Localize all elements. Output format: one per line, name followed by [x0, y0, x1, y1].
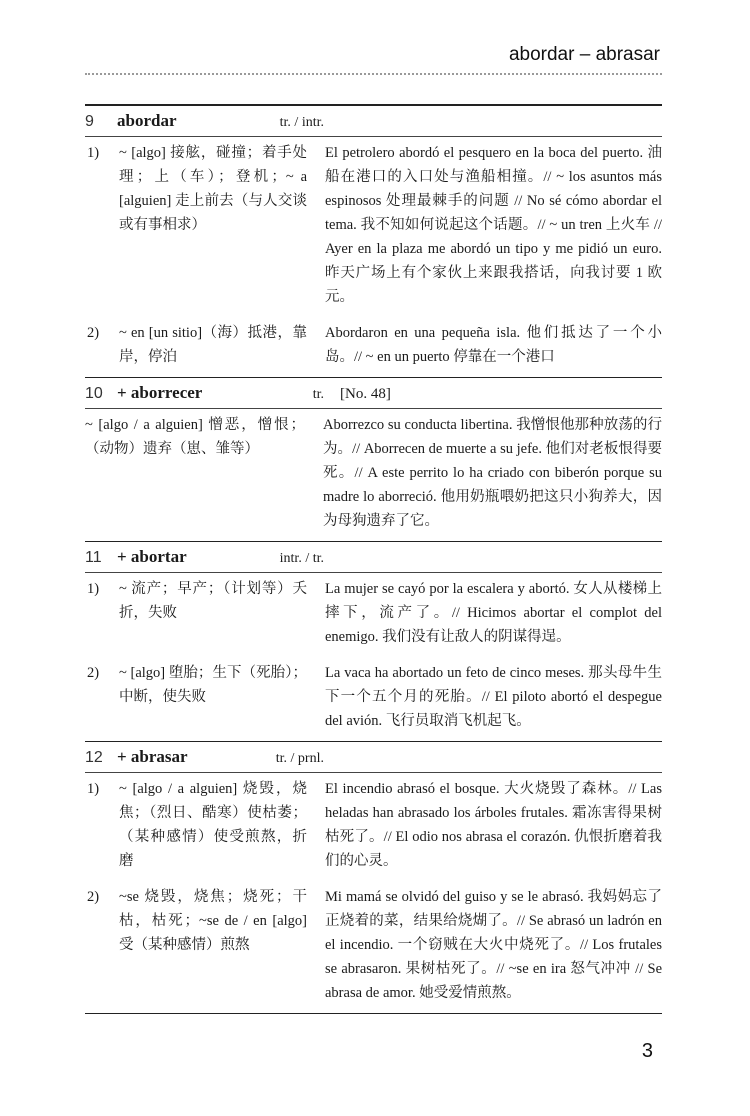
sense-number: 2) — [87, 889, 100, 905]
dictionary-entries — [85, 106, 662, 1014]
entry-number: 12 — [85, 749, 103, 766]
entry-body — [85, 572, 662, 741]
sense-definition: ~ [algo] 堕胎；生下（死胎）；中断，使失败 — [119, 665, 307, 705]
sense — [85, 413, 662, 533]
grammar-label: tr. — [312, 387, 324, 402]
header-dotted-rule — [85, 73, 662, 75]
entry-head — [85, 542, 662, 572]
entry-body — [85, 136, 662, 377]
entry-abordar — [85, 106, 662, 378]
sense-examples: El incendio abrasó el bosque. 大火烧毁了森林。// Las heladas han abrasado los árboles frutales. 霜冻害得果树枯死了。// El odio nos abrasa el corazón. 仇恨折磨着我们的心灵。 — [325, 781, 662, 869]
sense-number: 1) — [87, 781, 100, 797]
cross-reference: [No. 48] — [340, 386, 391, 402]
entry-head — [85, 106, 662, 136]
sense-number: 2) — [87, 665, 100, 681]
sense — [85, 885, 662, 1005]
grammar-label: tr. / intr. — [279, 115, 324, 130]
entry-body — [85, 772, 662, 1013]
headword: + abortar — [117, 547, 187, 566]
sense-examples: La mujer se cayó por la escalera y abortó. 女人从楼梯上摔下，流产了。// Hicimos abortar el complot del enemigo. 我们没有让敌人的阴谋得逞。 — [325, 581, 662, 645]
grammar-label: intr. / tr. — [279, 551, 324, 566]
entry-body — [85, 408, 662, 541]
entry-aborrecer — [85, 378, 662, 542]
entry-abrasar — [85, 742, 662, 1014]
sense-definition: ~ [algo / a alguien] 憎恶，憎恨；（动物）遗弃（崽、雏等） — [85, 417, 305, 457]
running-header: abordar – abrasar — [508, 44, 660, 65]
sense — [85, 577, 662, 649]
grammar-label: tr. / prnl. — [275, 751, 324, 766]
sense — [85, 141, 662, 309]
entry-head — [85, 742, 662, 772]
entry-number: 9 — [85, 113, 94, 130]
sense-examples: La vaca ha abortado un feto de cinco meses. 那头母牛生下一个五个月的死胎。// El piloto abortó el despegue del avión. 飞行员取消飞机起飞。 — [325, 665, 662, 729]
sense-examples: Abordaron en una pequeña isla. 他们抵达了一个小岛。// ~ en un puerto 停靠在一个港口 — [325, 325, 662, 365]
sense-examples: El petrolero abordó el pesquero en la boca del puerto. 油船在港口的入口处与渔船相撞。// ~ los asuntos más espinosos 处理最棘手的问题 // No sé cómo abordar el tema. 我不知如何说起这个话题。// ~ un tren 上火车 // Ayer en la plaza me abordó un tipo y me pidió un euro. 昨天广场上有个家伙上来跟我搭话，向我讨要 1 欧元。 — [325, 145, 662, 305]
headword: + abrasar — [117, 747, 188, 766]
headword: abordar — [117, 111, 177, 130]
sense-examples: Aborrezco su conducta libertina. 我憎恨他那种放荡的行为。// Aborrecen de muerte a su jefe. 他们对老板恨得要死。// A este perrito lo ha criado con biberón porque su madre lo aborreció. 他用奶瓶喂奶把这只小狗养大，因为母狗遗弃了它。 — [323, 417, 662, 529]
sense-number: 1) — [87, 145, 100, 161]
entry-head — [85, 378, 662, 408]
sense-definition: ~ [algo / a alguien] 烧毁，烧焦；（烈日、酷寒）使枯萎；（某种感情）使受煎熬，折磨 — [119, 781, 307, 869]
sense-definition: ~ en [un sitio]（海）抵港，靠岸，停泊 — [119, 325, 307, 365]
page-number: 3 — [641, 1040, 653, 1062]
sense-number: 1) — [87, 581, 100, 597]
sense — [85, 321, 662, 369]
sense — [85, 777, 662, 873]
sense-examples: Mi mamá se olvidó del guiso y se le abrasó. 我妈妈忘了正烧着的菜，结果给烧煳了。// Se abrasó un ladrón en el incendio. 一个窃贼在大火中烧死了。// Los frutales se abrasaron. 果树枯死了。// ~se en ira 怒气冲冲 // Se abrasa de amor. 她受爱情煎熬。 — [325, 889, 662, 1001]
entry-number: 11 — [85, 549, 102, 566]
entry-number: 10 — [85, 385, 103, 402]
sense-definition: ~ [algo] 接舷，碰撞；着手处理；上（车）；登机；~ a [alguien] 走上前去（与人交谈或有事相求） — [119, 145, 307, 233]
sense-definition: ~ 流产；早产；（计划等）夭折，失败 — [119, 581, 307, 621]
entry-abortar — [85, 542, 662, 742]
headword: + aborrecer — [117, 383, 203, 402]
sense-definition: ~se 烧毁，烧焦；烧死；干枯，枯死；~se de / en [algo] 受（某种感情）煎熬 — [119, 889, 307, 953]
sense — [85, 661, 662, 733]
sense-number: 2) — [87, 325, 100, 341]
